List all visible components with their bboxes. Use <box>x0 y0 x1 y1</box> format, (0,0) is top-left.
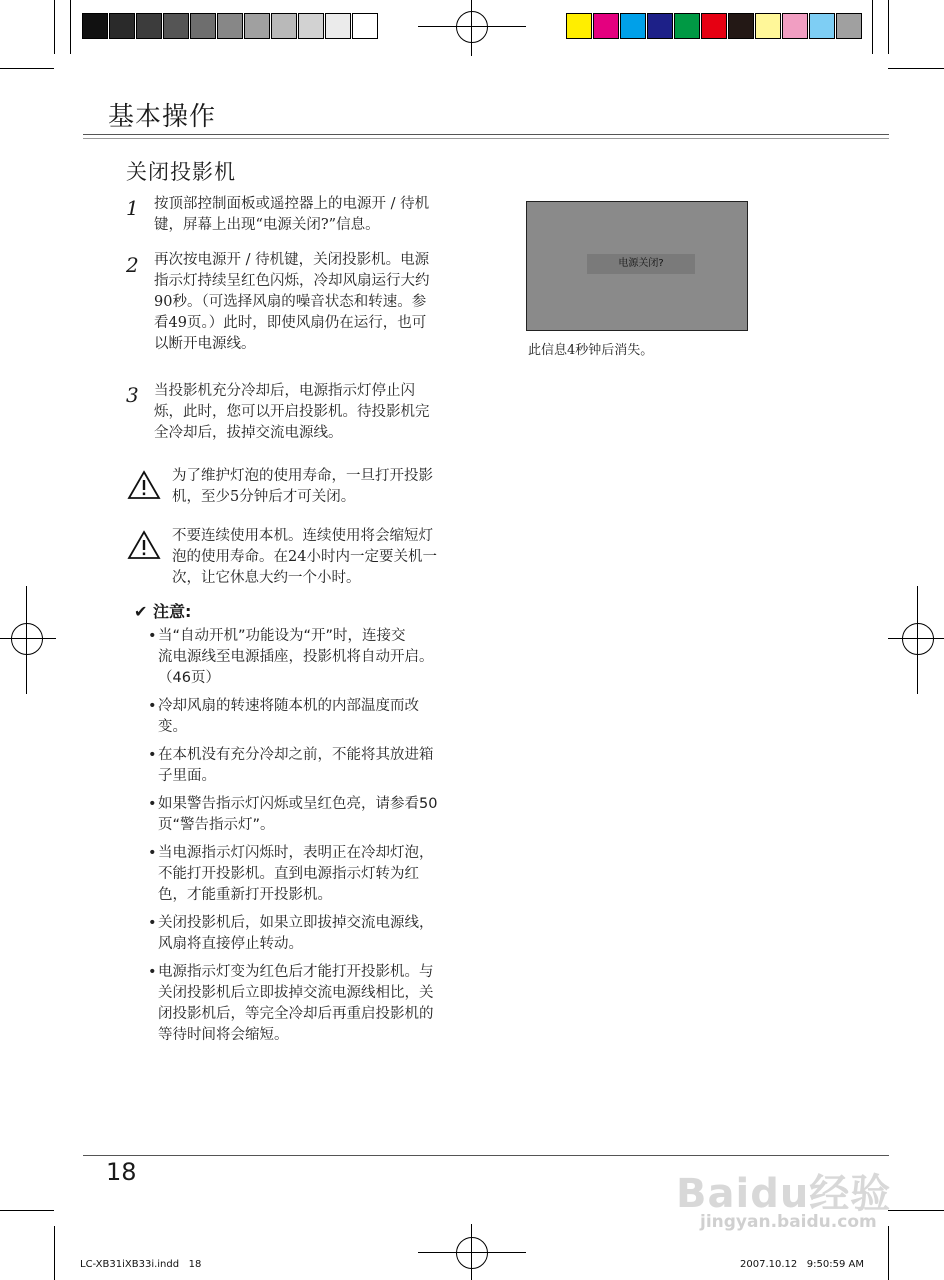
note-item <box>148 913 500 955</box>
note-item <box>148 745 500 787</box>
text-line: 当电源指示灯闪烁时，表明正在冷却灯泡， <box>158 845 434 861</box>
text-line: 当投影机充分冷却后，电源指示灯停止闪 <box>154 383 415 399</box>
warning-triangle-icon <box>127 530 161 560</box>
timestamp: 2007.10.12 9:50:59 AM <box>740 1259 864 1270</box>
text-line: 不能打开投影机。直到电源指示灯转为红 <box>158 866 419 882</box>
step-number: 1 <box>126 196 139 220</box>
color-swatch <box>82 13 108 39</box>
step-text <box>154 250 499 355</box>
color-swatch <box>701 13 727 39</box>
text-line: 以断开电源线。 <box>154 336 256 352</box>
color-swatch <box>593 13 619 39</box>
color-swatch <box>217 13 243 39</box>
warning-text <box>172 526 502 589</box>
color-swatch <box>325 13 351 39</box>
bullet-icon: • <box>148 964 157 980</box>
bullet-icon: • <box>148 698 157 714</box>
color-swatch <box>352 13 378 39</box>
text-line: 看49页。）此时，即使风扇仍在运行，也可 <box>154 315 427 331</box>
step-number: 2 <box>126 253 139 277</box>
bullet-icon: • <box>148 628 157 644</box>
color-swatch <box>190 13 216 39</box>
text-line: （46页） <box>158 670 220 686</box>
bullet-icon: • <box>148 747 157 763</box>
note-item <box>148 962 500 1046</box>
text-line: 在本机没有充分冷却之前，不能将其放进箱 <box>158 747 434 763</box>
text-line: 再次按电源开 / 待机键，关闭投影机。电源 <box>154 252 430 268</box>
text-line: 按顶部控制面板或遥控器上的电源开 / 待机 <box>154 196 430 212</box>
watermark-logo: Baidu经验 <box>676 1171 892 1217</box>
color-swatch <box>136 13 162 39</box>
color-swatch <box>836 13 862 39</box>
color-swatch <box>298 13 324 39</box>
text-line: 泡的使用寿命。在24小时内一定要关机一 <box>172 549 437 565</box>
color-swatch <box>566 13 592 39</box>
color-swatch <box>755 13 781 39</box>
text-line: 烁，此时，您可以开启投影机。待投影机完 <box>154 404 430 420</box>
text-line: 关闭投影机后立即拔掉交流电源线相比，关 <box>158 985 434 1001</box>
text-line: 电源指示灯变为红色后才能打开投影机。与 <box>158 964 434 980</box>
sub-title: 关闭投影机 <box>126 160 236 184</box>
footer-rule <box>83 1155 889 1156</box>
page-number: 18 <box>106 1158 137 1186</box>
note-item <box>148 696 500 738</box>
color-swatch <box>163 13 189 39</box>
text-line: 指示灯持续呈红色闪烁，冷却风扇运行大约 <box>154 273 430 289</box>
step-text <box>154 194 499 236</box>
text-line: 当“自动开机”功能设为“开”时，连接交 <box>158 628 406 644</box>
notes-heading: ✔ 注意: <box>134 602 192 621</box>
warning-triangle-icon <box>127 470 161 500</box>
text-line: 关闭投影机后，如果立即拔掉交流电源线， <box>158 915 434 931</box>
text-line: 如果警告指示灯闪烁或呈红色亮，请参看50 <box>158 796 438 812</box>
watermark-url: jingyan.baidu.com <box>700 1212 877 1232</box>
section-title: 基本操作 <box>108 102 217 132</box>
note-item <box>148 794 500 836</box>
text-line: 变。 <box>158 719 187 735</box>
text-line: 90秒。（可选择风扇的噪音状态和转速。参 <box>154 294 427 310</box>
text-line: 键，屏幕上出现“电源关闭?”信息。 <box>154 217 380 233</box>
text-line: 机，至少5分钟后才可关闭。 <box>172 489 356 505</box>
step-number: 3 <box>126 383 139 407</box>
color-swatch <box>809 13 835 39</box>
color-swatch <box>728 13 754 39</box>
bullet-icon: • <box>148 845 157 861</box>
screen-caption: 此信息4秒钟后消失。 <box>528 343 654 358</box>
color-swatch <box>271 13 297 39</box>
step-text <box>154 381 499 444</box>
text-line: 不要连续使用本机。连续使用将会缩短灯 <box>172 528 433 544</box>
text-line: 全冷却后，拔掉交流电源线。 <box>154 425 343 441</box>
power-off-dialog: 电源关闭? <box>587 254 695 274</box>
text-line: 色，才能重新打开投影机。 <box>158 887 332 903</box>
note-item <box>148 626 500 689</box>
text-line: 次，让它休息大约一个小时。 <box>172 570 361 586</box>
text-line: 风扇将直接停止转动。 <box>158 936 303 952</box>
file-name: LC-XB31iXB33i.indd 18 <box>80 1259 202 1270</box>
note-item <box>148 843 500 906</box>
color-swatch <box>244 13 270 39</box>
text-line: 子里面。 <box>158 768 216 784</box>
warning-text <box>172 466 502 508</box>
color-swatch <box>620 13 646 39</box>
text-line: 流电源线至电源插座，投影机将自动开启。 <box>158 649 434 665</box>
color-swatch <box>782 13 808 39</box>
header-rule <box>83 134 889 135</box>
color-swatch <box>674 13 700 39</box>
text-line: 冷却风扇的转速将随本机的内部温度而改 <box>158 698 419 714</box>
header-rule-secondary <box>83 138 889 139</box>
color-swatch <box>109 13 135 39</box>
color-swatch <box>647 13 673 39</box>
bullet-icon: • <box>148 796 157 812</box>
text-line: 闭投影机后，等完全冷却后再重启投影机的 <box>158 1006 434 1022</box>
bullet-icon: • <box>148 915 157 931</box>
notes-list <box>148 626 500 1053</box>
screen-preview <box>526 201 748 331</box>
text-line: 页“警告指示灯”。 <box>158 817 275 833</box>
text-line: 为了维护灯泡的使用寿命，一旦打开投影 <box>172 468 433 484</box>
text-line: 等待时间将会缩短。 <box>158 1027 289 1043</box>
